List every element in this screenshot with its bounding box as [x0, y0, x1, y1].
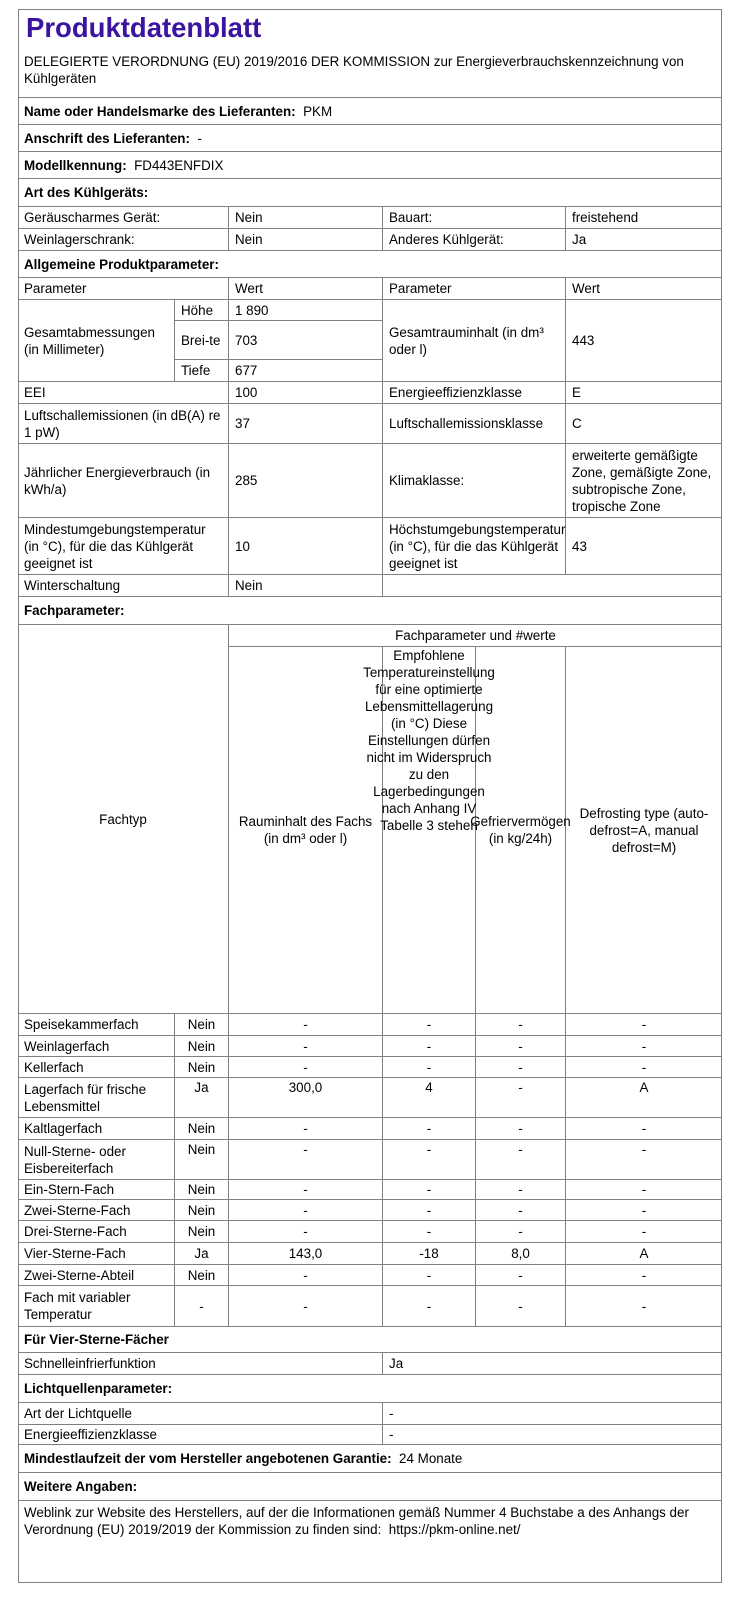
- fachparameter-group-header: Fachparameter und #werte: [229, 625, 722, 647]
- eei-label: EEI: [18, 382, 229, 404]
- compartment-name-cell: Null-Sterne- oder Eisbereiterfach: [18, 1140, 175, 1180]
- compartment-freeze-cell: -: [476, 1057, 566, 1078]
- model-label: Modellkennung:: [24, 157, 127, 173]
- page-title: Produktdatenblatt: [26, 12, 262, 43]
- warranty-label: Mindestlaufzeit der vom Hersteller angebotenen Garantie:: [24, 1451, 392, 1466]
- compartment-defrost-cell: A: [566, 1243, 722, 1265]
- compartment-present-cell: Nein: [175, 1140, 229, 1180]
- compartment-volume-cell: -: [229, 1221, 383, 1243]
- compartment-freeze-cell: -: [476, 1200, 566, 1221]
- climate-class-value: erweiterte gemäßigte Zone, gemäßigte Zone, subtropische Zone, tropische Zone: [566, 444, 722, 518]
- weblink-row: [18, 1501, 722, 1549]
- regulation-text: DELEGIERTE VERORDNUNG (EU) 2019/2016 DER KOMMISSION zur Energieverbrauchskennzeichnung von Kühlgeräten: [18, 52, 722, 98]
- width-label: Brei-te: [175, 321, 229, 360]
- compartment-volume-cell: -: [229, 1200, 383, 1221]
- min-temp-value: 10: [229, 518, 383, 575]
- four-star-heading: Für Vier-Sterne-Fächer: [18, 1327, 722, 1353]
- compartment-name-cell: Ein-Stern-Fach: [18, 1180, 175, 1200]
- energy-class-value: E: [566, 382, 722, 404]
- compartment-defrost-cell: -: [566, 1265, 722, 1286]
- winter-value: Nein: [229, 575, 383, 597]
- compartment-name-cell: Kellerfach: [18, 1057, 175, 1078]
- compartment-name-cell: Zwei-Sterne-Fach: [18, 1200, 175, 1221]
- compartment-temp-cell: -: [383, 1221, 476, 1243]
- more-heading: Weitere Angaben:: [18, 1473, 722, 1501]
- compartment-temp-cell: -: [383, 1286, 476, 1327]
- fast-freeze-value: Ja: [383, 1353, 722, 1375]
- compartment-volume-cell: -: [229, 1180, 383, 1200]
- compartment-volume-cell: -: [229, 1057, 383, 1078]
- compartment-freeze-cell: -: [476, 1140, 566, 1180]
- general-header-value-2: Wert: [566, 278, 722, 300]
- height-value: 1 890: [229, 300, 383, 321]
- climate-class-label: Klimaklasse:: [383, 444, 566, 518]
- defrost-type-column-header: Defrosting type (auto-defrost=A, manual defrost=M): [566, 647, 722, 1014]
- low-noise-value: Nein: [229, 207, 383, 229]
- low-noise-label: Geräuscharmes Gerät:: [18, 207, 229, 229]
- compartment-name-cell: Vier-Sterne-Fach: [18, 1243, 175, 1265]
- compartment-temp-cell: -: [383, 1118, 476, 1140]
- compartment-freeze-cell: -: [476, 1014, 566, 1036]
- compartment-temp-cell: -: [383, 1180, 476, 1200]
- winter-empty-cell: [383, 575, 722, 597]
- light-type-label: Art der Lichtquelle: [18, 1403, 383, 1425]
- weblink-url[interactable]: https://pkm-online.net/: [388, 1522, 521, 1537]
- compartment-freeze-cell: -: [476, 1286, 566, 1327]
- compartment-present-cell: Ja: [175, 1078, 229, 1118]
- light-heading: Lichtquellenparameter:: [18, 1375, 722, 1403]
- compartment-present-cell: Nein: [175, 1221, 229, 1243]
- compartment-defrost-cell: -: [566, 1200, 722, 1221]
- freezing-capacity-column-header: Gefriervermögen (in kg/24h): [476, 647, 566, 1014]
- compartment-defrost-cell: -: [566, 1057, 722, 1078]
- compartment-freeze-cell: -: [476, 1036, 566, 1057]
- compartment-volume-cell: -: [229, 1265, 383, 1286]
- energy-class-label: Energieeffizienzklasse: [383, 382, 566, 404]
- compartment-volume-cell: -: [229, 1118, 383, 1140]
- compartment-temp-cell: -: [383, 1140, 476, 1180]
- depth-label: Tiefe: [175, 360, 229, 382]
- compartment-temp-cell: -: [383, 1014, 476, 1036]
- noise-class-label: Luftschallemissionsklasse: [383, 404, 566, 444]
- compartment-temp-cell: -: [383, 1057, 476, 1078]
- compartment-freeze-cell: -: [476, 1265, 566, 1286]
- warranty-value: 24 Monate: [399, 1451, 463, 1466]
- compartment-freeze-cell: -: [476, 1180, 566, 1200]
- compartment-name-cell: Fach mit variabler Temperatur: [18, 1286, 175, 1327]
- wine-cabinet-value: Nein: [229, 229, 383, 251]
- model-value: FD443ENFDIX: [134, 157, 224, 173]
- type-heading: Art des Kühlgeräts:: [18, 179, 722, 207]
- general-heading: Allgemeine Produktparameter:: [18, 251, 722, 278]
- compartment-name-cell: Zwei-Sterne-Abteil: [18, 1265, 175, 1286]
- annual-energy-label: Jährlicher Energieverbrauch (in kWh/a): [18, 444, 229, 518]
- compartment-volume-cell: 300,0: [229, 1078, 383, 1118]
- design-label: Bauart:: [383, 207, 566, 229]
- compartment-freeze-cell: -: [476, 1221, 566, 1243]
- warranty-row: [18, 1445, 722, 1473]
- light-type-value: -: [383, 1403, 722, 1425]
- compartment-temp-cell: -: [383, 1265, 476, 1286]
- compartment-present-cell: Nein: [175, 1265, 229, 1286]
- compartment-temp-cell: -: [383, 1036, 476, 1057]
- other-appliance-label: Anderes Kühlgerät:: [383, 229, 566, 251]
- supplier-label: Name oder Handelsmarke des Lieferanten:: [24, 103, 296, 119]
- temperature-column-header: Empfohlene Temperatureinstellung für eine optimierte Lebensmittellagerung (in °C) Diese Einstellungen dürfen nicht im Widerspruch zu den Lagerbedingungen nach Anhang IV Tabelle 3 stehen: [383, 647, 476, 1014]
- compartment-name-cell: Drei-Sterne-Fach: [18, 1221, 175, 1243]
- compartment-freeze-cell: -: [476, 1078, 566, 1118]
- compartment-defrost-cell: -: [566, 1118, 722, 1140]
- max-temp-label: Höchstumgebungstemperatur (in °C), für die das Kühlgerät geeignet ist: [383, 518, 566, 575]
- address-label: Anschrift des Lieferanten:: [24, 130, 190, 146]
- compartment-defrost-cell: -: [566, 1140, 722, 1180]
- wine-cabinet-label: Weinlagerschrank:: [18, 229, 229, 251]
- general-header-value: Wert: [229, 278, 383, 300]
- compartment-present-cell: Nein: [175, 1118, 229, 1140]
- general-header-param: Parameter: [18, 278, 229, 300]
- address-value: -: [197, 130, 202, 146]
- light-class-label: Energieeffizienzklasse: [18, 1425, 383, 1445]
- compartment-present-cell: Nein: [175, 1057, 229, 1078]
- compartment-present-cell: Nein: [175, 1036, 229, 1057]
- compartment-volume-cell: -: [229, 1014, 383, 1036]
- compartment-defrost-cell: -: [566, 1014, 722, 1036]
- noise-label: Luftschallemissionen (in dB(A) re 1 pW): [18, 404, 229, 444]
- model-row: [18, 152, 722, 179]
- compartment-name-cell: Kaltlagerfach: [18, 1118, 175, 1140]
- compartment-name-cell: Lagerfach für frische Lebensmittel: [18, 1078, 175, 1118]
- compartment-name-cell: Weinlagerfach: [18, 1036, 175, 1057]
- compartment-name-cell: Speisekammerfach: [18, 1014, 175, 1036]
- compartment-defrost-cell: A: [566, 1078, 722, 1118]
- compartment-present-cell: Nein: [175, 1200, 229, 1221]
- compartment-temp-cell: 4: [383, 1078, 476, 1118]
- volume-column-header: Rauminhalt des Fachs (in dm³ oder l): [229, 647, 383, 1014]
- annual-energy-value: 285: [229, 444, 383, 518]
- supplier-value: PKM: [303, 103, 333, 119]
- compartment-present-cell: Nein: [175, 1180, 229, 1200]
- compartment-heading: Fachparameter:: [18, 597, 722, 625]
- fachtyp-header: Fachtyp: [18, 625, 229, 1014]
- compartment-volume-cell: -: [229, 1036, 383, 1057]
- height-label: Höhe: [175, 300, 229, 321]
- compartment-defrost-cell: -: [566, 1036, 722, 1057]
- design-value: freistehend: [566, 207, 722, 229]
- compartment-temp-cell: -: [383, 1200, 476, 1221]
- winter-label: Winterschaltung: [18, 575, 229, 597]
- noise-value: 37: [229, 404, 383, 444]
- noise-class-value: C: [566, 404, 722, 444]
- compartment-present-cell: Ja: [175, 1243, 229, 1265]
- address-row: [18, 125, 722, 152]
- other-appliance-value: Ja: [566, 229, 722, 251]
- compartment-volume-cell: 143,0: [229, 1243, 383, 1265]
- volume-value: 443: [566, 300, 722, 382]
- volume-label: Gesamtrauminhalt (in dm³ oder l): [383, 300, 566, 382]
- compartment-freeze-cell: -: [476, 1118, 566, 1140]
- compartment-present-cell: -: [175, 1286, 229, 1327]
- weblink-text: Weblink zur Website des Herstellers, auf der die Informationen gemäß Nummer 4 Buchstabe a des Anhangs der Verordnung (EU) 2019/2019 der Kommission zu finden sind:: [24, 1505, 689, 1537]
- dimensions-label: Gesamtabmessungen (in Millimeter): [18, 300, 175, 382]
- general-header-param-2: Parameter: [383, 278, 566, 300]
- compartment-defrost-cell: -: [566, 1286, 722, 1327]
- compartment-defrost-cell: -: [566, 1221, 722, 1243]
- width-value: 703: [229, 321, 383, 360]
- light-class-value: -: [383, 1425, 722, 1445]
- compartment-present-cell: Nein: [175, 1014, 229, 1036]
- depth-value: 677: [229, 360, 383, 382]
- fast-freeze-label: Schnelleinfrierfunktion: [18, 1353, 383, 1375]
- compartment-defrost-cell: -: [566, 1180, 722, 1200]
- eei-value: 100: [229, 382, 383, 404]
- compartment-freeze-cell: 8,0: [476, 1243, 566, 1265]
- supplier-row: [18, 98, 722, 125]
- max-temp-value: 43: [566, 518, 722, 575]
- compartment-volume-cell: -: [229, 1140, 383, 1180]
- compartment-temp-cell: -18: [383, 1243, 476, 1265]
- compartment-volume-cell: -: [229, 1286, 383, 1327]
- min-temp-label: Mindestumgebungstemperatur (in °C), für die das Kühlgerät geeignet ist: [18, 518, 229, 575]
